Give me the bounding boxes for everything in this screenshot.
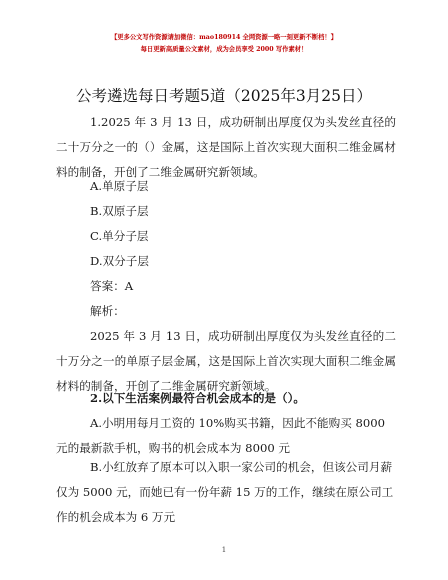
question-2-stem: 2.以下生活案例最符合机会成本的是（）。 [90, 391, 305, 405]
question-1-analysis-label: 解析： [90, 304, 125, 318]
question-1-option-d: D.双分子层 [90, 254, 149, 268]
question-2-option-b: B.小红放弃了原本可以入职一家公司的机会，但该公司月薪仅为 5000 元，而她已有一份年薪 15 万的工作，继续在原公司工作的机会成本为 6 万元 [56, 460, 394, 524]
question-1-option-a: A.单原子层 [90, 179, 149, 193]
question-1-option-c: C.单分子层 [90, 229, 149, 243]
question-1-stem: 1.2025 年 3 月 13 日，成功研制出厚度仅为头发丝直径的二十万分之一的（）金属，这是国际上首次实现大面积二维金属材料的制备，开创了二维金属研究新领域。 [56, 115, 396, 179]
promo-banner-line-1: 【更多公文写作资源请加微信：mao180914 全网资源一略一刻更新不断档！】 [110, 34, 338, 41]
question-1-answer: 答案：A [90, 279, 134, 293]
question-1-analysis-text: 2025 年 3 月 13 日，成功研制出厚度仅为头发丝直径的二十万分之一的单原子层金属，这是国际上首次实现大面积二维金属材料的制备，开创了二维金属研究新领域。 [56, 329, 396, 393]
question-2-option-a: A.小明用每月工资的 10%购买书籍，因此不能购买 8000 元的最新款手机，购书的机会成本为 8000 元 [56, 416, 385, 455]
promo-banner-line-2: 每日更新高质量公文素材，成为会员享受 2000 写作素材！ [140, 46, 308, 53]
page-number: 1 [221, 546, 227, 554]
question-1-option-b: B.双原子层 [90, 204, 149, 218]
page-title: 公考遴选每日考题5道（2025年3月25日） [76, 87, 372, 105]
